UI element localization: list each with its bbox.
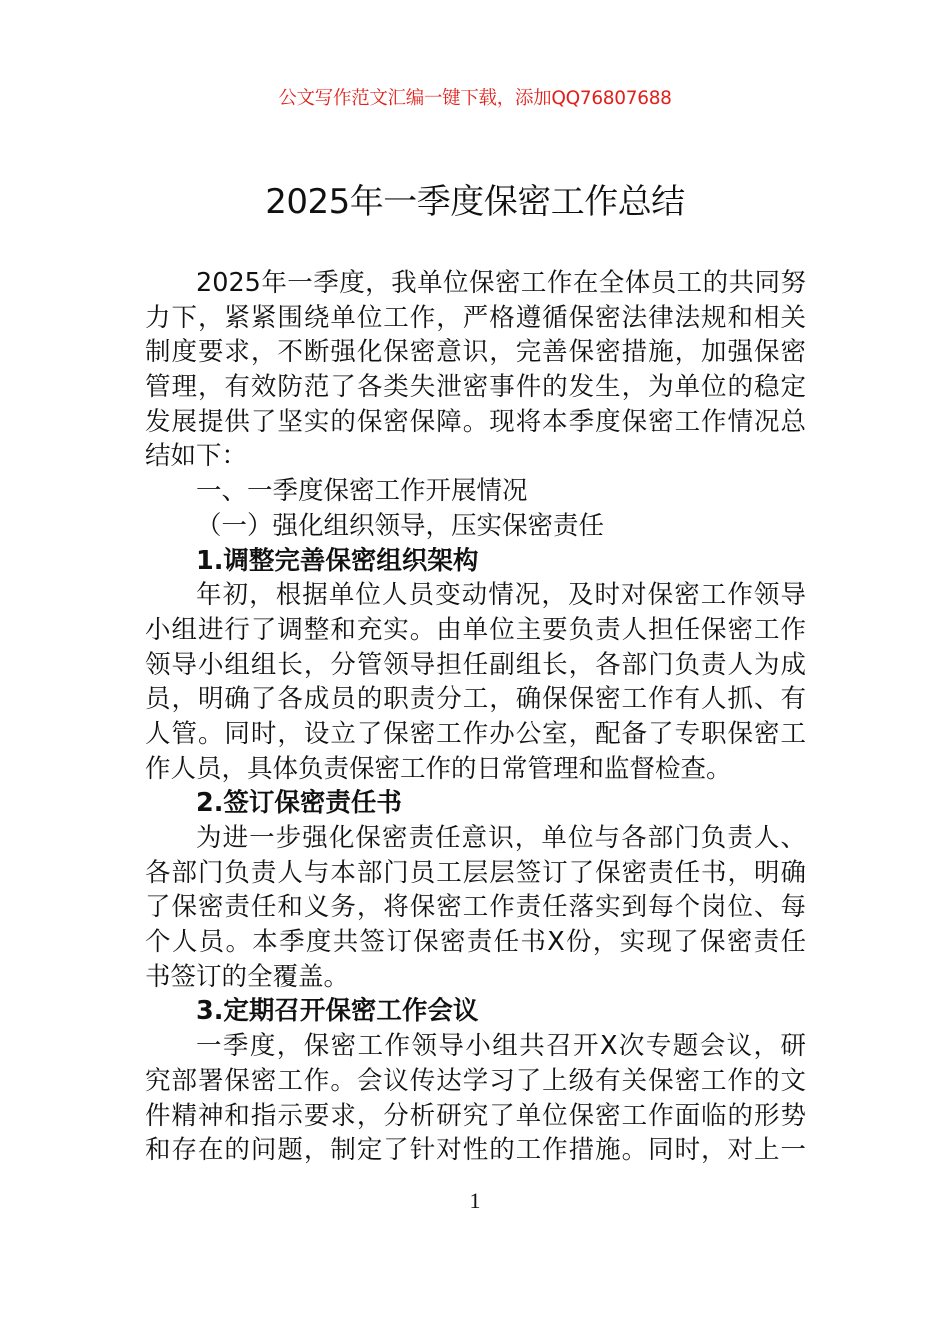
text-line: 结如下： xyxy=(145,441,248,472)
text-line: （一）强化组织领导，压实保密责任 xyxy=(196,510,605,541)
download-promo-note: 公文写作范文汇编一键下载，添加QQ76807688 xyxy=(278,88,672,109)
page-number: 1 xyxy=(469,1188,481,1213)
text-line: 领导小组组长，分管领导担任副组长，各部门负责人为成 xyxy=(145,649,806,680)
text-line: 年初，根据单位人员变动情况，及时对保密工作领导 xyxy=(196,580,806,611)
text-line: 制度要求，不断强化保密意识，完善保密措施，加强保密 xyxy=(145,337,806,368)
document-body xyxy=(145,266,806,1168)
section-heading-line: 3.定期召开保密工作会议 xyxy=(196,996,479,1027)
text-line: 小组进行了调整和充实。由单位主要负责人担任保密工作 xyxy=(145,614,806,645)
section-heading-line: 1.调整完善保密组织架构 xyxy=(196,545,479,576)
section-heading-line: 2.签订保密责任书 xyxy=(196,788,402,819)
text-line: 究部署保密工作。会议传达学习了上级有关保密工作的文 xyxy=(145,1065,806,1096)
text-line: 发展提供了坚实的保密保障。现将本季度保密工作情况总 xyxy=(145,406,806,437)
text-line: 一、一季度保密工作开展情况 xyxy=(196,476,528,507)
text-line: 员，明确了各成员的职责分工，确保保密工作有人抓、有 xyxy=(145,684,806,715)
text-line: 和存在的问题，制定了针对性的工作措施。同时，对上一 xyxy=(145,1135,806,1166)
text-line: 力下，紧紧围绕单位工作，严格遵循保密法律法规和相关 xyxy=(145,302,806,333)
text-line: 2025年一季度，我单位保密工作在全体员工的共同努 xyxy=(196,268,806,298)
text-line: 作人员，具体负责保密工作的日常管理和监督检查。 xyxy=(145,753,732,784)
text-line: 人管。同时，设立了保密工作办公室，配备了专职保密工 xyxy=(145,718,806,749)
text-line: 书签订的全覆盖。 xyxy=(145,961,350,992)
text-line: 个人员。本季度共签订保密责任书X份，实现了保密责任 xyxy=(145,927,806,958)
text-line: 一季度，保密工作领导小组共召开X次专题会议，研 xyxy=(196,1031,806,1062)
text-line: 件精神和指示要求，分析研究了单位保密工作面临的形势 xyxy=(145,1100,806,1131)
text-line: 为进一步强化保密责任意识，单位与各部门负责人、 xyxy=(196,823,806,853)
text-line: 各部门负责人与本部门员工层层签订了保密责任书，明确 xyxy=(145,857,806,888)
document-title: 2025年一季度保密工作总结 xyxy=(265,182,685,222)
text-line: 管理，有效防范了各类失泄密事件的发生，为单位的稳定 xyxy=(145,372,806,403)
text-line: 了保密责任和义务，将保密工作责任落实到每个岗位、每 xyxy=(145,892,806,923)
